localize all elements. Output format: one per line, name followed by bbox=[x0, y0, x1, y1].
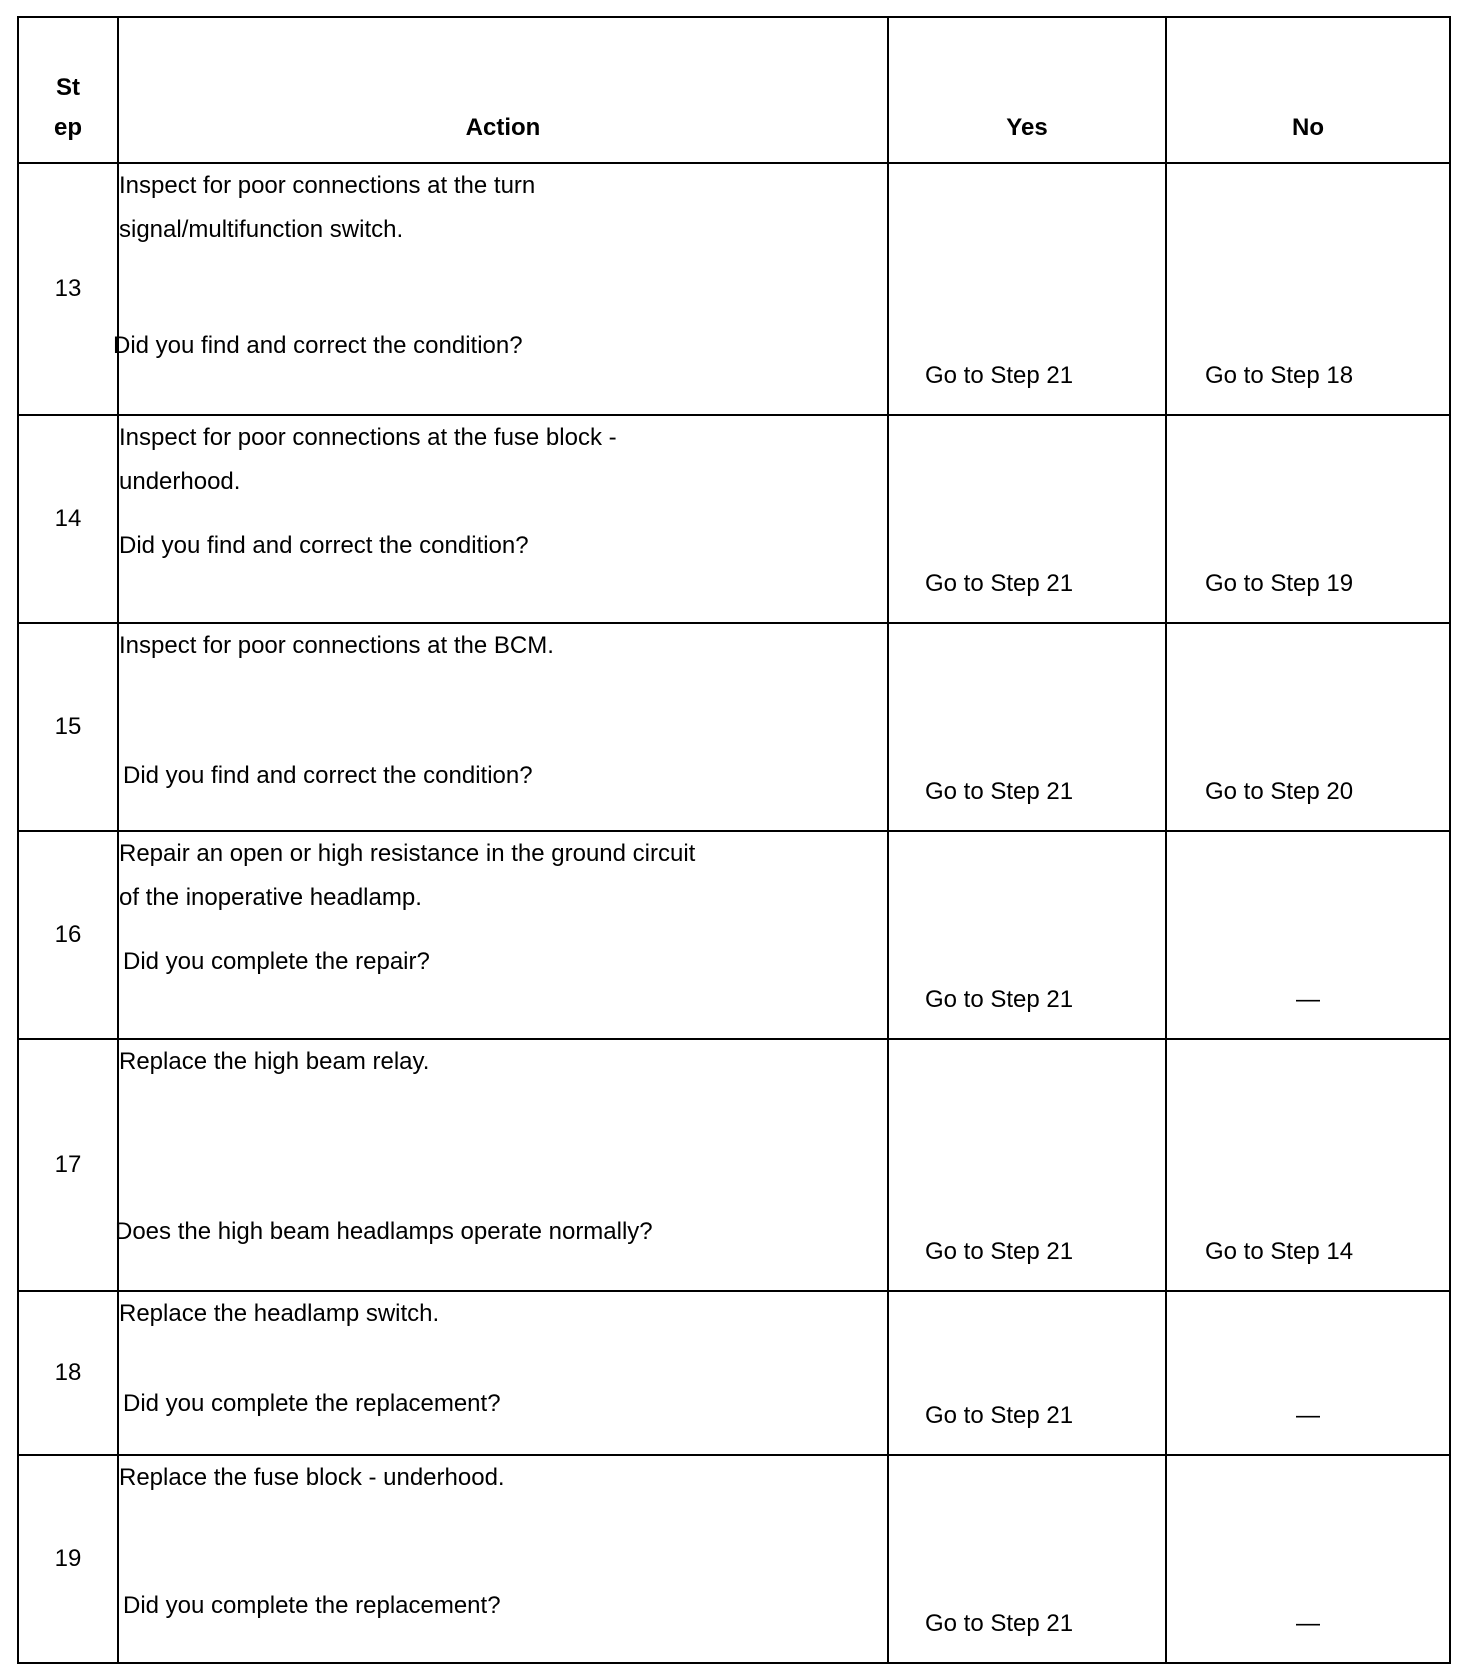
action-cell bbox=[118, 1291, 888, 1455]
no-cell bbox=[1166, 163, 1450, 415]
header-action-label: Action bbox=[465, 114, 541, 141]
table-row bbox=[18, 1291, 1450, 1455]
no-cell bbox=[1166, 623, 1450, 831]
header-no bbox=[1166, 17, 1450, 163]
instruction-line: of the inoperative headlamp. bbox=[119, 884, 422, 911]
table-row bbox=[18, 415, 1450, 623]
header-yes-label: Yes bbox=[1006, 114, 1048, 141]
yes-cell bbox=[888, 1455, 1166, 1663]
table-row bbox=[18, 623, 1450, 831]
question-text: Did you find and correct the condition? bbox=[119, 532, 529, 559]
yes-result: Go to Step 21 bbox=[925, 778, 1074, 805]
yes-cell bbox=[888, 163, 1166, 415]
question-text: Does the high beam headlamps operate normally? bbox=[115, 1218, 653, 1245]
action-cell bbox=[118, 831, 888, 1039]
table-row bbox=[18, 1039, 1450, 1291]
no-cell bbox=[1166, 1455, 1450, 1663]
instruction-line: signal/multifunction switch. bbox=[119, 216, 404, 243]
table-row bbox=[18, 1455, 1450, 1663]
instruction-line: Repair an open or high resistance in the ground circuit bbox=[119, 840, 696, 867]
question-text: Did you find and correct the condition? bbox=[113, 332, 523, 359]
instruction-line: Inspect for poor connections at the turn bbox=[119, 172, 536, 199]
no-cell bbox=[1166, 1291, 1450, 1455]
yes-cell bbox=[888, 1039, 1166, 1291]
action-cell bbox=[118, 415, 888, 623]
question-text: Did you complete the replacement? bbox=[123, 1592, 501, 1619]
header-no-label: No bbox=[1292, 114, 1324, 141]
header-step-line2: ep bbox=[53, 114, 82, 141]
no-result: — bbox=[1296, 1402, 1320, 1429]
question-text: Did you complete the repair? bbox=[123, 948, 430, 975]
no-result: Go to Step 19 bbox=[1205, 570, 1354, 597]
step-number: 17 bbox=[18, 1039, 118, 1291]
header-step-line1: St bbox=[56, 74, 80, 101]
action-cell bbox=[115, 1039, 888, 1291]
yes-cell bbox=[888, 415, 1166, 623]
yes-cell bbox=[888, 831, 1166, 1039]
instruction-line: Replace the high beam relay. bbox=[119, 1048, 430, 1075]
instruction-line: Inspect for poor connections at the fuse block - bbox=[119, 424, 617, 451]
step-number: 14 bbox=[18, 415, 118, 623]
instruction-line: Replace the headlamp switch. bbox=[119, 1300, 440, 1327]
yes-result: Go to Step 21 bbox=[925, 986, 1074, 1013]
no-result: — bbox=[1296, 986, 1320, 1013]
step-number: 13 bbox=[18, 163, 118, 415]
instruction-line: Inspect for poor connections at the BCM. bbox=[119, 632, 554, 659]
yes-result: Go to Step 21 bbox=[925, 1402, 1074, 1429]
question-text: Did you complete the replacement? bbox=[123, 1390, 501, 1417]
question-text: Did you find and correct the condition? bbox=[123, 762, 533, 789]
no-result: Go to Step 18 bbox=[1205, 362, 1354, 389]
yes-result: Go to Step 21 bbox=[925, 1238, 1074, 1265]
no-result: Go to Step 14 bbox=[1205, 1238, 1354, 1265]
no-cell bbox=[1166, 831, 1450, 1039]
action-cell bbox=[118, 1455, 888, 1663]
instruction-line: underhood. bbox=[119, 468, 241, 495]
no-result: — bbox=[1296, 1610, 1320, 1637]
yes-result: Go to Step 21 bbox=[925, 1610, 1074, 1637]
no-cell bbox=[1166, 1039, 1450, 1291]
header-step bbox=[18, 17, 118, 163]
step-number: 19 bbox=[18, 1455, 118, 1663]
yes-cell bbox=[888, 1291, 1166, 1455]
step-number: 18 bbox=[18, 1291, 118, 1455]
diagnostic-table bbox=[17, 16, 1451, 1664]
header-yes bbox=[888, 17, 1166, 163]
yes-result: Go to Step 21 bbox=[925, 570, 1074, 597]
action-cell bbox=[113, 163, 888, 415]
step-number: 16 bbox=[18, 831, 118, 1039]
step-number: 15 bbox=[18, 623, 118, 831]
no-result: Go to Step 20 bbox=[1205, 778, 1354, 805]
header-action bbox=[118, 17, 888, 163]
no-cell bbox=[1166, 415, 1450, 623]
yes-result: Go to Step 21 bbox=[925, 362, 1074, 389]
table-row bbox=[18, 163, 1450, 415]
table-row bbox=[18, 831, 1450, 1039]
action-cell bbox=[118, 623, 888, 831]
header-row bbox=[18, 17, 1450, 163]
yes-cell bbox=[888, 623, 1166, 831]
instruction-line: Replace the fuse block - underhood. bbox=[119, 1464, 505, 1491]
